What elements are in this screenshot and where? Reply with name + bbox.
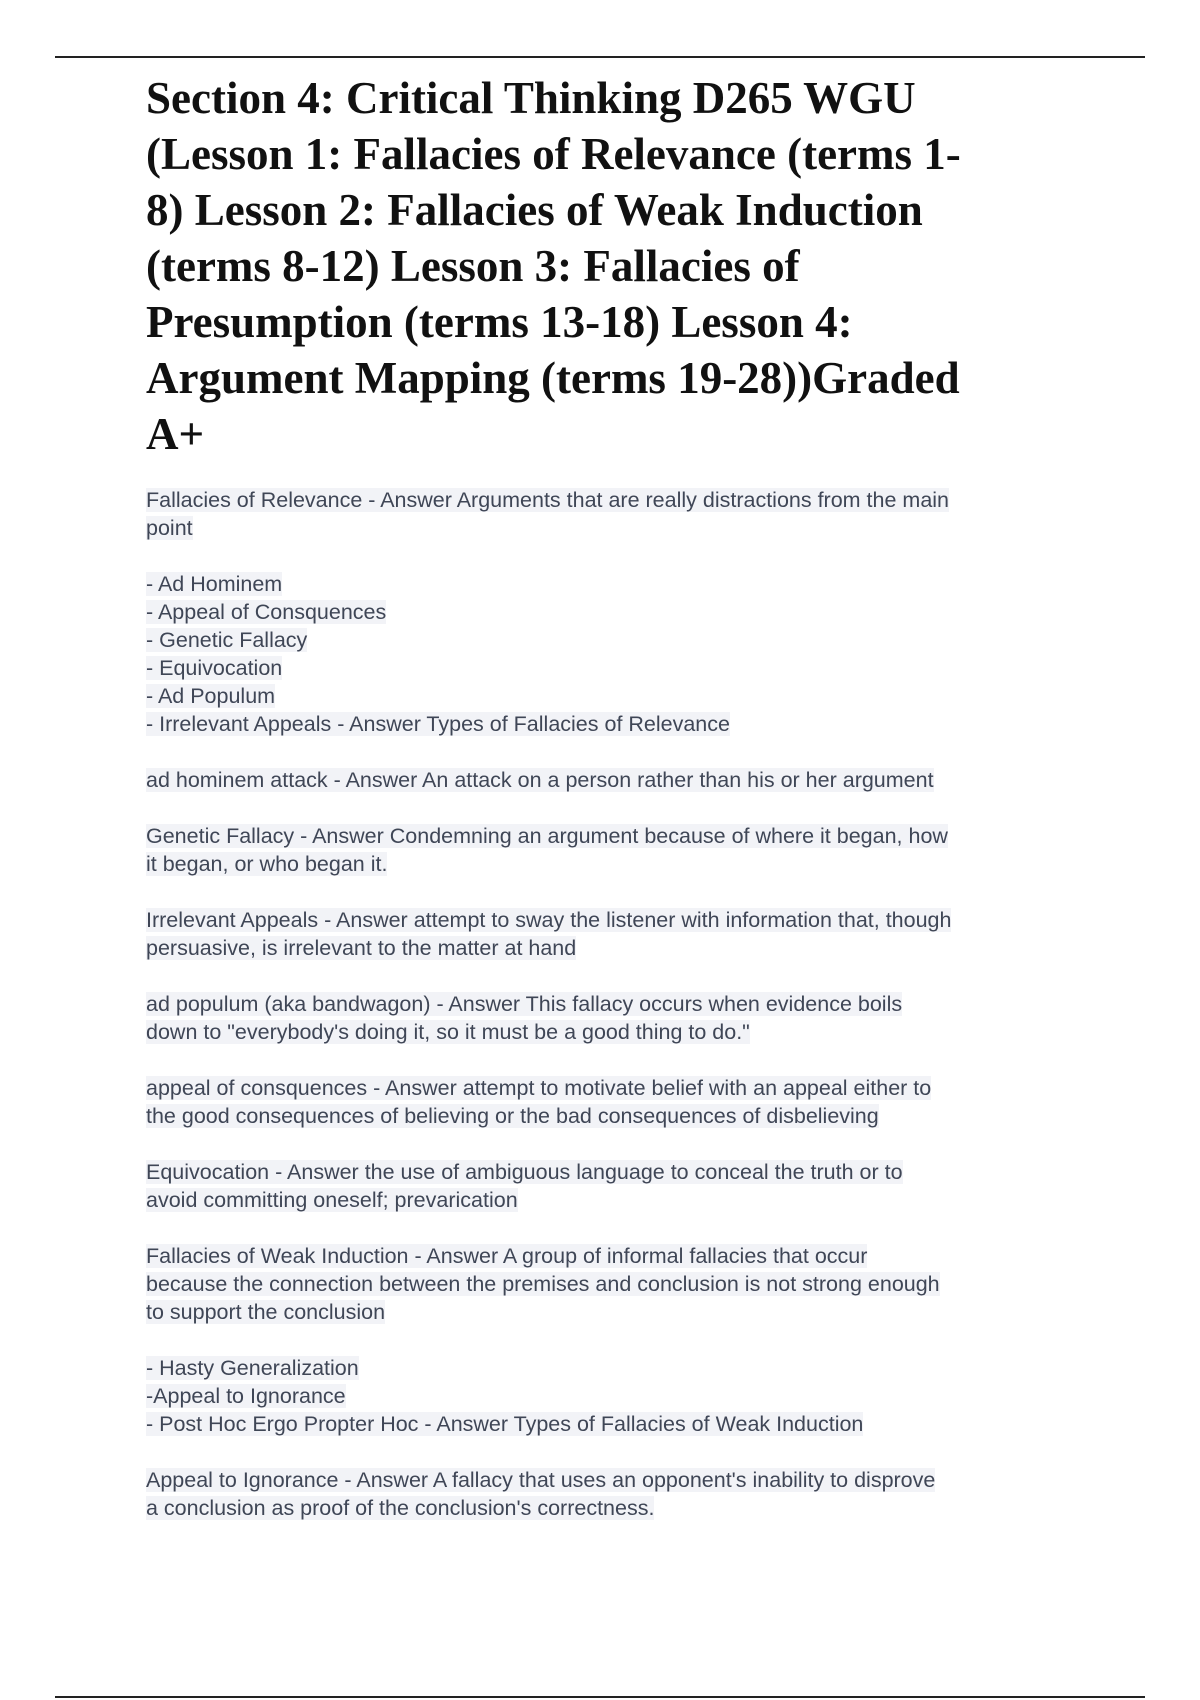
entry-text: appeal of consquences - Answer attempt to motivate belief with an appeal either to the good consequences of believing or the bad consequences of disbelieving [146,1076,932,1128]
flashcard-entry [146,1354,1066,1438]
top-divider [55,56,1145,58]
entry-text: Fallacies of Relevance - Answer Arguments that are really distractions from the main point [146,488,950,540]
bottom-divider [55,1696,1145,1698]
entry-text: - Hasty Generalization -Appeal to Ignorance - Post Hoc Ergo Propter Hoc - Answer Types of Fallacies of Weak Induction [146,1356,864,1436]
entry-text: Irrelevant Appeals - Answer attempt to sway the listener with information that, though persuasive, is irrelevant to the matter at hand [146,908,952,960]
entry-text: ad populum (aka bandwagon) - Answer This fallacy occurs when evidence boils down to "everybody's doing it, so it must be a good thing to do." [146,992,903,1044]
flashcard-entry [146,1242,1066,1326]
entry-text: - Ad Hominem - Appeal of Consquences - Genetic Fallacy - Equivocation - Ad Populum - Irrelevant Appeals - Answer Types of Fallacies of Relevance [146,572,730,736]
flashcard-entry [146,570,1066,738]
entry-text: Appeal to Ignorance - Answer A fallacy that uses an opponent's inability to disprove a conclusion as proof of the conclusion's correctness. [146,1468,936,1520]
entry-text: Equivocation - Answer the use of ambiguous language to conceal the truth or to avoid committing oneself; prevarication [146,1160,903,1212]
entry-text: Genetic Fallacy - Answer Condemning an argument because of where it began, how it began, or who began it. [146,824,948,876]
flashcard-entry [146,486,1066,542]
flashcard-entry [146,1158,1066,1214]
entry-text: ad hominem attack - Answer An attack on a person rather than his or her argument [146,768,934,792]
flashcard-entry [146,990,1066,1046]
document-page [146,70,1066,1550]
flashcard-entry [146,906,1066,962]
document-title: Section 4: Critical Thinking D265 WGU (Lesson 1: Fallacies of Relevance (terms 1- 8) Lesson 2: Fallacies of Weak Induction (terms 8-12) Lesson 3: Fallacies of Presumption (terms 13-18) Lesson 4: Argument Mapping (terms 19-28))Graded A+ [146,73,961,459]
flashcard-list [146,486,1066,1522]
flashcard-entry [146,1074,1066,1130]
entry-text: Fallacies of Weak Induction - Answer A group of informal fallacies that occur because the connection between the premises and conclusion is not strong enough to support the conclusion [146,1244,940,1324]
flashcard-entry [146,766,1066,794]
flashcard-entry [146,822,1066,878]
flashcard-entry [146,1466,1066,1522]
